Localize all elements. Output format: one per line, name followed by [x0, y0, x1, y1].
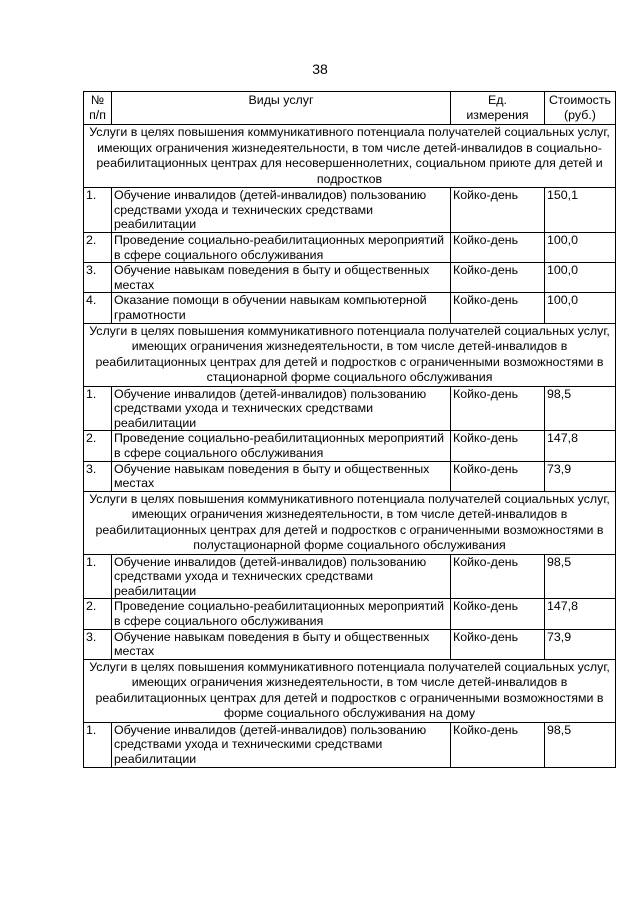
header-service-label: Виды услуг — [248, 93, 314, 107]
header-num-label: № п/п — [89, 93, 106, 122]
cost-cell: 150,1 — [545, 188, 616, 233]
cost-cell: 147,8 — [545, 599, 616, 629]
table-row — [84, 629, 616, 659]
cost-cell: 73,9 — [545, 629, 616, 659]
row-number-cell: 1. — [84, 188, 112, 233]
table-row — [84, 554, 616, 599]
cost-cell: 100,0 — [545, 293, 616, 323]
table-row — [84, 263, 616, 293]
section-header-row — [84, 323, 616, 386]
table-row — [84, 722, 616, 767]
section-title: Услуги в целях повышения коммуникативного потенциала получателей социальных услуг, имеющих ограничения жизнедеятельности, в том числе детей-инвалидов в реабилитационных центрах для детей и подростков с ограниченными возможностями в полустационарной форме социального обслуживания — [84, 491, 616, 554]
row-number-cell: 3. — [84, 461, 112, 491]
row-number-cell: 3. — [84, 629, 112, 659]
service-name-cell: Проведение социально-реабилитационных мероприятий в сфере социального обслуживания — [112, 599, 451, 629]
table-row — [84, 431, 616, 461]
service-name-cell: Проведение социально-реабилитационных мероприятий в сфере социального обслуживания — [112, 431, 451, 461]
cost-cell: 98,5 — [545, 386, 616, 431]
service-name-cell: Обучение инвалидов (детей-инвалидов) пользованию средствами ухода и технических средствами реабилитации — [112, 188, 451, 233]
unit-cell: Койко-день — [451, 722, 545, 767]
unit-cell: Койко-день — [451, 554, 545, 599]
row-number-cell: 1. — [84, 386, 112, 431]
table-header-row — [84, 92, 616, 125]
header-service — [112, 92, 451, 125]
services-table — [83, 91, 616, 768]
service-name-cell: Обучение инвалидов (детей-инвалидов) пользованию средствами ухода и технических средствами реабилитации — [112, 386, 451, 431]
table-row — [84, 386, 616, 431]
section-title: Услуги в целях повышения коммуникативного потенциала получателей социальных услуг, имеющих ограничения жизнедеятельности, в том числе детей-инвалидов в реабилитационных центрах для детей и подростков с ограниченными возможностями в стационарной форме социального обслуживания — [84, 323, 616, 386]
row-number-cell: 1. — [84, 722, 112, 767]
header-unit-label: Ед. измерения — [466, 93, 529, 122]
unit-cell: Койко-день — [451, 188, 545, 233]
cost-cell: 73,9 — [545, 461, 616, 491]
section-header-row — [84, 125, 616, 188]
section-title: Услуги в целях повышения коммуникативного потенциала получателей социальных услуг, имеющих ограничения жизнедеятельности, в том числе детей-инвалидов в реабилитационных центрах для детей и подростков с ограниченными возможностями в форме социального обслуживания на дому — [84, 659, 616, 722]
row-number-cell: 3. — [84, 263, 112, 293]
row-number-cell: 2. — [84, 599, 112, 629]
table-row — [84, 461, 616, 491]
row-number-cell: 1. — [84, 554, 112, 599]
section-header-row — [84, 491, 616, 554]
unit-cell: Койко-день — [451, 263, 545, 293]
unit-cell: Койко-день — [451, 461, 545, 491]
unit-cell: Койко-день — [451, 431, 545, 461]
row-number-cell: 4. — [84, 293, 112, 323]
service-name-cell: Обучение инвалидов (детей-инвалидов) пользованию средствами ухода и техническими средствами реабилитации — [112, 722, 451, 767]
service-name-cell: Обучение навыкам поведения в быту и общественных местах — [112, 461, 451, 491]
table-row — [84, 232, 616, 262]
unit-cell: Койко-день — [451, 629, 545, 659]
table-row — [84, 188, 616, 233]
cost-cell: 98,5 — [545, 554, 616, 599]
service-name-cell: Оказание помощи в обучении навыкам компьютерной грамотности — [112, 293, 451, 323]
unit-cell: Койко-день — [451, 293, 545, 323]
section-title: Услуги в целях повышения коммуникативного потенциала получателей социальных услуг, имеющих ограничения жизнедеятельности, в том числе детей-инвалидов в социально-реабилитационных центрах для несовершеннолетних, социальном приюте для детей и подростков — [84, 125, 616, 188]
row-number-cell: 2. — [84, 431, 112, 461]
header-num — [84, 92, 112, 125]
unit-cell: Койко-день — [451, 386, 545, 431]
cost-cell: 147,8 — [545, 431, 616, 461]
table-row — [84, 293, 616, 323]
cost-cell: 100,0 — [545, 232, 616, 262]
service-name-cell: Проведение социально-реабилитационных мероприятий в сфере социального обслуживания — [112, 232, 451, 262]
page-number: 38 — [312, 61, 328, 77]
service-name-cell: Обучение навыкам поведения в быту и общественных местах — [112, 629, 451, 659]
unit-cell: Койко-день — [451, 599, 545, 629]
row-number-cell: 2. — [84, 232, 112, 262]
header-unit — [451, 92, 545, 125]
unit-cell: Койко-день — [451, 232, 545, 262]
service-name-cell: Обучение инвалидов (детей-инвалидов) пользованию средствами ухода и технических средствами реабилитации — [112, 554, 451, 599]
table-body — [84, 125, 616, 767]
cost-cell: 98,5 — [545, 722, 616, 767]
section-header-row — [84, 659, 616, 722]
table-row — [84, 599, 616, 629]
header-cost-label: Стоимость (руб.) — [548, 93, 612, 122]
service-name-cell: Обучение навыкам поведения в быту и общественных местах — [112, 263, 451, 293]
cost-cell: 100,0 — [545, 263, 616, 293]
header-cost — [545, 92, 616, 125]
